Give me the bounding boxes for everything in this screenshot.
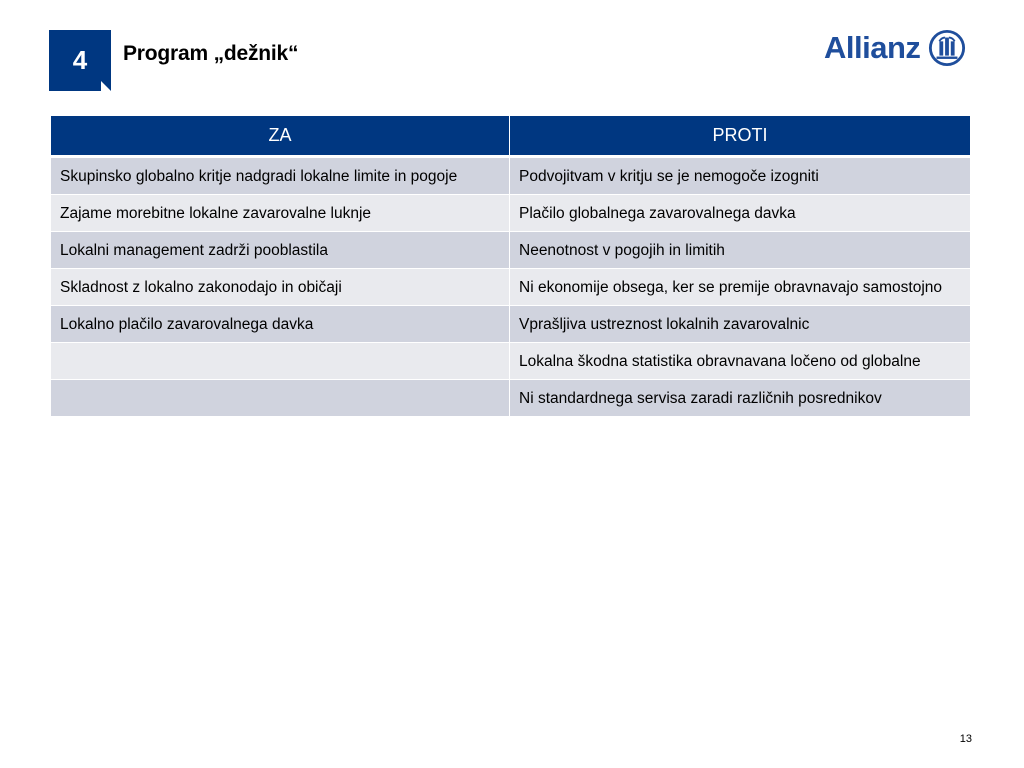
proti-cell: Vprašljiva ustreznost lokalnih zavarovalnic [510,306,971,343]
proti-cell: Ni standardnega servisa zaradi različnih posrednikov [510,380,971,417]
pros-cons-table [50,115,971,417]
table-row [51,269,971,306]
brand-logo [824,27,966,69]
proti-cell: Plačilo globalnega zavarovalnega davka [510,195,971,232]
table-row [51,195,971,232]
table-header-row [51,116,971,157]
page-number: 13 [959,733,972,745]
za-cell [51,380,510,417]
allianz-eagle-icon [928,29,966,67]
table-row [51,380,971,417]
proti-cell: Podvojitvam v kritju se je nemogoče izogniti [510,157,971,195]
section-number-badge [49,30,111,91]
column-header-proti: PROTI [510,116,971,157]
proti-cell: Neenotnost v pogojih in limitih [510,232,971,269]
table-row [51,232,971,269]
proti-cell: Lokalna škodna statistika obravnavana ločeno od globalne [510,343,971,380]
column-header-za: ZA [51,116,510,157]
za-cell [51,343,510,380]
section-number: 4 [72,45,88,75]
page-title: Program „dežnik“ [123,42,299,65]
corner-fold [101,81,111,91]
za-cell: Zajame morebitne lokalne zavarovalne luknje [51,195,510,232]
logo-text: Allianz [824,30,921,65]
proti-cell: Ni ekonomije obsega, ker se premije obravnavajo samostojno [510,269,971,306]
table-row [51,306,971,343]
za-cell: Skupinsko globalno kritje nadgradi lokalne limite in pogoje [51,157,510,195]
table-row [51,343,971,380]
za-cell: Lokalni management zadrži pooblastila [51,232,510,269]
za-cell: Lokalno plačilo zavarovalnega davka [51,306,510,343]
table-row [51,157,971,195]
za-cell: Skladnost z lokalno zakonodajo in običaji [51,269,510,306]
